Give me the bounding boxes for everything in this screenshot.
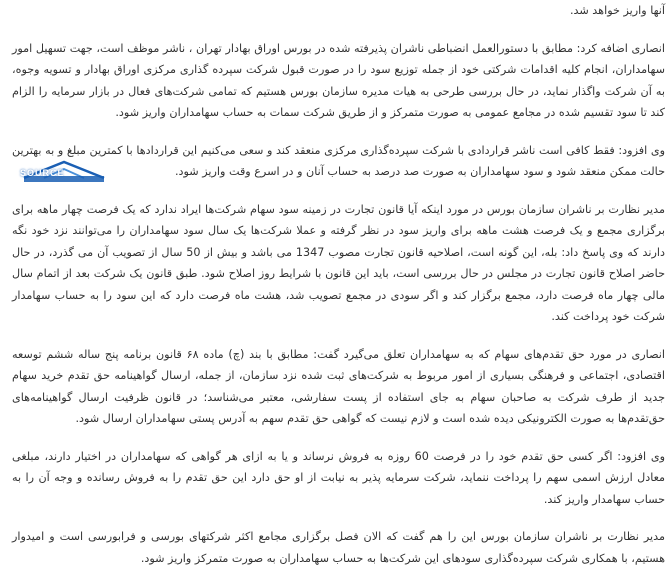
article-paragraph: وی افزود: اگر کسی حق تقدم خود را در فرصت 60 روزه به فروش نرساند و یا به ازای هر گواهی که سهامداران در اختیار دارند، مبلغی معادل ارزش اسمی سهم را پرداخت ننماید، شرکت سرمایه پذیر به نیابت از او حق دارد این حق تقدم را به فروش رسانده و وجه آن را به حساب سهامدار واریز کند. — [12, 449, 665, 506]
watermark-text: SOURCE — [20, 168, 65, 178]
article-paragraph: مدیر نظارت بر ناشران سازمان بورس در مورد اینکه آیا قانون تجارت در زمینه سود سهام شرکت‌ها ایراد ندارد که یک فرصت چهار ماهه برای برگزاری مجمع و یک فرصت هشت ماهه برای واریز سود در نظر گرفته و عملا شرکت‌ها یک سال سود سهامداران را می‌توانند نزد خود نگه دارند که وی پاسخ داد: بله، این گونه است، اصلاحیه قانون تجارت مصوب 1347 می باشد و بیش از 50 سال از تصویب آن می گذرد، در حال حاضر اصلاح قانون تجارت در مجلس در حال بررسی است، باید این قانون با شرایط روز اصلاح شود. طبق قانون یک شرکت بعد از اتمام سال مالی چهار ماه فرصت دارد، مجمع برگزار کند و اگر سودی در مجمع تصویب شد، هشت ماه فرصت دارد که این سود را به حساب سهامدار شرکت خود پرداخت کند. — [12, 202, 665, 323]
article-paragraph: مدیر نظارت بر ناشران سازمان بورس این را هم گفت که الان فصل برگزاری مجامع اکثر شرکتهای بورسی و فرابورسی است و امیدوار هستیم، با همکاری شرکت سپرده‌گذاری سودهای این شرکت‌ها به حساب سهامداران به صورت متمرکز واریز شود. — [12, 530, 665, 565]
article-paragraph: آنها واریز خواهد شد. — [569, 4, 665, 17]
article-paragraph: وی افزود: فقط کافی است ناشر قراردادی با شرکت سپرده‌گذاری مرکزی منعقد کند و سعی می‌کنیم این قراردادها با کمترین مبلغ و به بهترین حالت ممکن منعقد شود و سود سهامداران به صورت صد درصد به حساب آنان و در اسرع وقت واریز شود. — [12, 143, 665, 178]
article-paragraph: انصاری در مورد حق تقدم‌های سهام که به سهامداران تعلق می‌گیرد گفت: مطابق با بند (چ) ماده ۶۸ قانون برنامه پنج ساله ششم توسعه اقتصادی، اجتماعی و فرهنگی بسیاری از امور مربوط به شرکت‌های ثبت شده نزد سازمان، از جمله، ارسال گواهینامه حق تقدم خرید سهام جدید از طرف شرکت به صاحبان سهام به جای استفاده از پست سفارشی، معتبر می‌شناسد؛ در قانون ظرفیت ارسال گواهینامه‌های حق‌تقدم‌ها به صورت الکترونیکی دیده شده است و لازم نیست که گواهی حق تقدم سهم به آدرس پستی سهامداران ارسال شود. — [12, 347, 666, 425]
article-paragraph: انصاری اضافه کرد: مطابق با دستورالعمل انضباطی ناشران پذیرفته شده در بورس اوراق بهادار تهران ، ناشر موظف است، جهت تسهیل امور سهامداران، انجام کلیه اقدامات شرکتی خود از جمله توزیع سود را در صورت قبول شرکت سپرده گذاری مرکزی اوراق بهادار و تسویه وجوه، به آن شرکت واگذار نماید، در حال بررسی طرحی به هیات مدیره سازمان بورس هستیم که تمامی شرکت‌های فعال در بازار سرمایه را الزام کند تا سود تقسیم شده در مجامع عمومی به صورت متمرکز و از طریق شرکت سمات به حساب سهامداران واریز شود. — [12, 41, 665, 119]
